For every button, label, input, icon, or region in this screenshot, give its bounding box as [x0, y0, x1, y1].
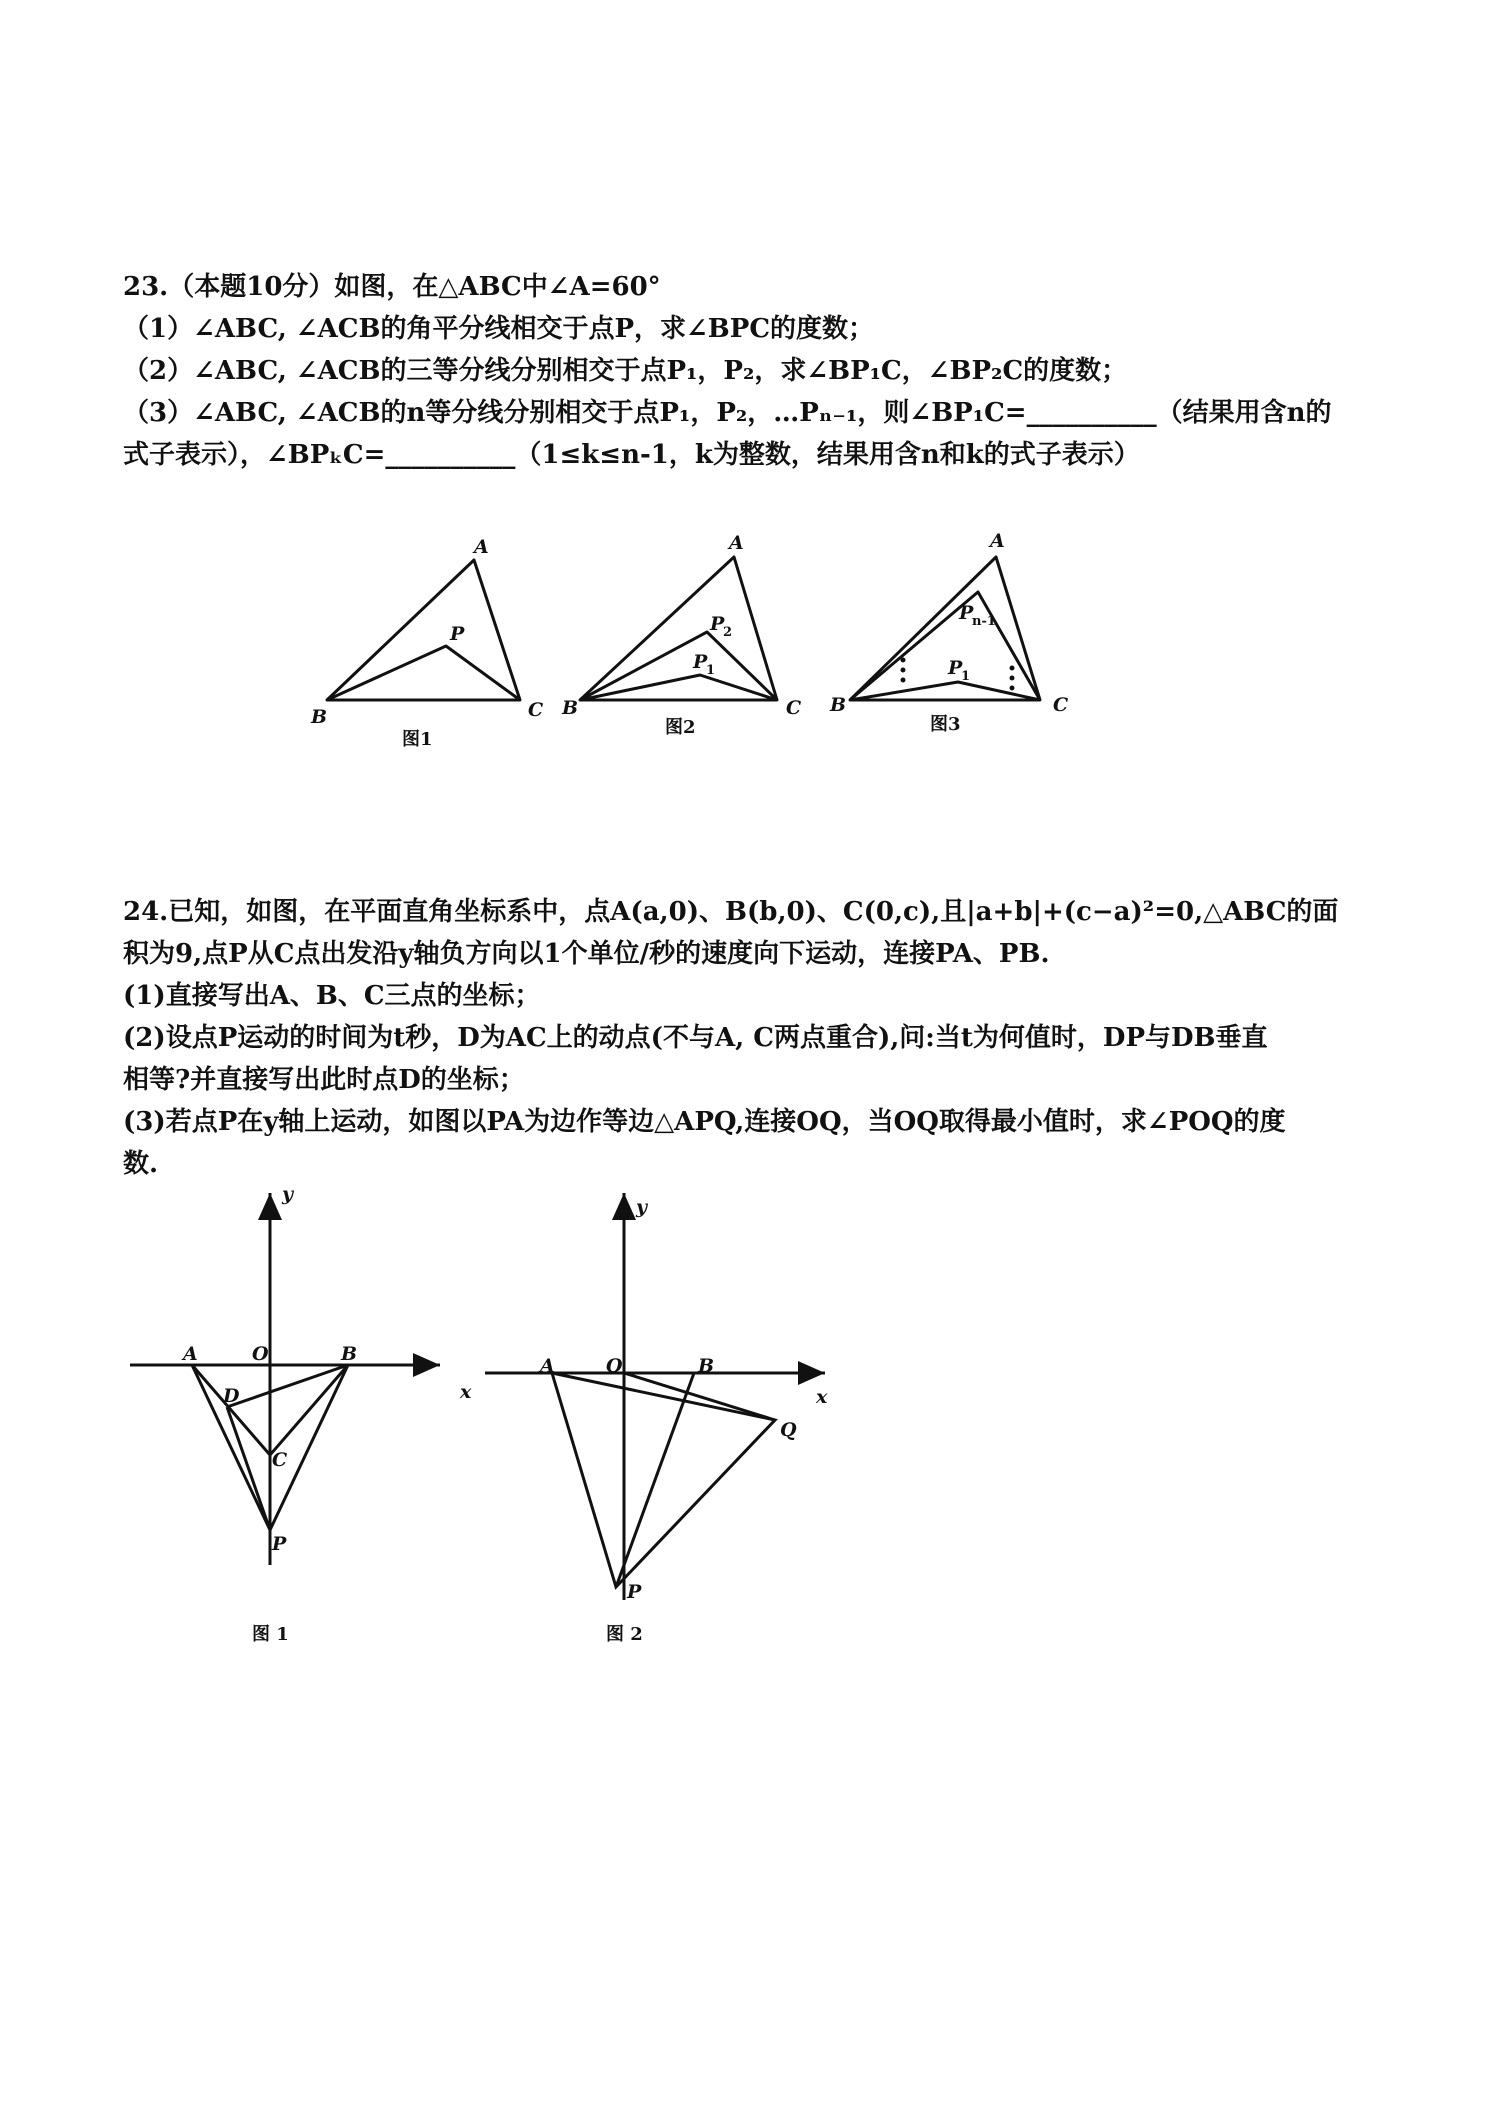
q23-fig1: [327, 560, 520, 700]
q23-fig2: [580, 557, 777, 700]
fig1-label-B: B: [311, 706, 328, 728]
q24-line5: 相等?并直接写出此时点D的坐标；: [123, 1065, 525, 1095]
fig2-caption: 图2: [665, 717, 696, 738]
q24-fig1-label-O: O: [252, 1343, 269, 1365]
q24-fig2-label-A: A: [540, 1355, 555, 1377]
fig2-label-C: C: [786, 697, 802, 719]
fig2-label-P2: P: [710, 613, 725, 635]
q24-fig1-label-B: B: [341, 1343, 358, 1365]
q24-fig2-label-Q: Q: [780, 1419, 797, 1441]
fig3-caption: 图3: [930, 714, 961, 735]
fig3-label-C: C: [1053, 694, 1069, 716]
q24-fig2-label-B: B: [698, 1355, 715, 1377]
fig1-caption: 图1: [402, 729, 433, 750]
fig3-label-P1-sub: 1: [961, 669, 971, 684]
fig1-label-C: C: [528, 699, 544, 721]
q23-part2: （2）∠ABC, ∠ACB的三等分线分别相交于点P₁，P₂，求∠BP₁C，∠BP₂C的度数；: [123, 356, 1128, 386]
q24-fig1: [130, 1193, 440, 1565]
q24-fig1-caption: 图 1: [252, 1624, 289, 1645]
fig2-label-P1: P: [693, 651, 708, 673]
q23-part3-line1: （3）∠ABC, ∠ACB的n等分线分别相交于点P₁，P₂，…Pₙ₋₁，则∠BP₁C=__________（结果用含n的: [123, 398, 1332, 428]
q24-fig2-label-P: P: [627, 1581, 642, 1603]
q24-fig2: [485, 1193, 825, 1600]
q23-title: 23.（本题10分）如图，在△ABC中∠A=60°: [123, 272, 661, 302]
fig3-label-A: A: [990, 530, 1005, 552]
fig3-label-Pn-sub: n-1: [972, 614, 996, 629]
fig1-label-P: P: [450, 623, 465, 645]
q24-fig2-label-O: O: [606, 1355, 623, 1377]
q24-line1: 24.已知，如图，在平面直角坐标系中，点A(a,0)、B(b,0)、C(0,c),且|a+b|+(c−a)²=0,△ABC的面: [123, 897, 1339, 927]
q24-fig1-label-A: A: [183, 1343, 198, 1365]
q24-fig2-caption: 图 2: [606, 1624, 643, 1645]
fig2-label-P1-sub: 1: [706, 663, 716, 678]
fig3-label-P1: P: [948, 657, 963, 679]
q24-fig1-label-C: C: [272, 1449, 288, 1471]
q24-fig2-axis-y: y: [636, 1196, 648, 1218]
fig2-label-P2-sub: 2: [723, 625, 733, 640]
q24-line7: 数.: [123, 1149, 159, 1179]
q24-fig1-label-D: D: [223, 1385, 240, 1407]
q24-line4: (2)设点P运动的时间为t秒，D为AC上的动点(不与A, C两点重合),问:当t为何值时，DP与DB垂直: [123, 1023, 1268, 1053]
q24-line6: (3)若点P在y轴上运动，如图以PA为边作等边△APQ,连接OQ，当OQ取得最小值时，求∠POQ的度: [123, 1107, 1286, 1137]
q23-part1: （1）∠ABC, ∠ACB的角平分线相交于点P，求∠BPC的度数；: [123, 314, 875, 344]
fig2-label-A: A: [729, 532, 744, 554]
q24-fig1-axis-y: y: [282, 1183, 294, 1205]
fig3-label-B: B: [830, 694, 847, 716]
q23-part3-line2: 式子表示），∠BPₖC=__________（1≤k≤n-1，k为整数，结果用含n和k的式子表示）: [123, 440, 1140, 470]
fig3-label-Pn: P: [959, 602, 974, 624]
q24-fig1-label-P: P: [272, 1533, 287, 1555]
fig2-label-B: B: [562, 697, 579, 719]
fig1-label-A: A: [474, 536, 489, 558]
q24-line3: (1)直接写出A、B、C三点的坐标；: [123, 981, 541, 1011]
q24-fig2-axis-x: x: [816, 1386, 828, 1408]
q24-fig1-axis-x: x: [460, 1381, 472, 1403]
q24-line2: 积为9,点P从C点出发沿y轴负方向以1个单位/秒的速度向下运动，连接PA、PB.: [123, 939, 1050, 969]
